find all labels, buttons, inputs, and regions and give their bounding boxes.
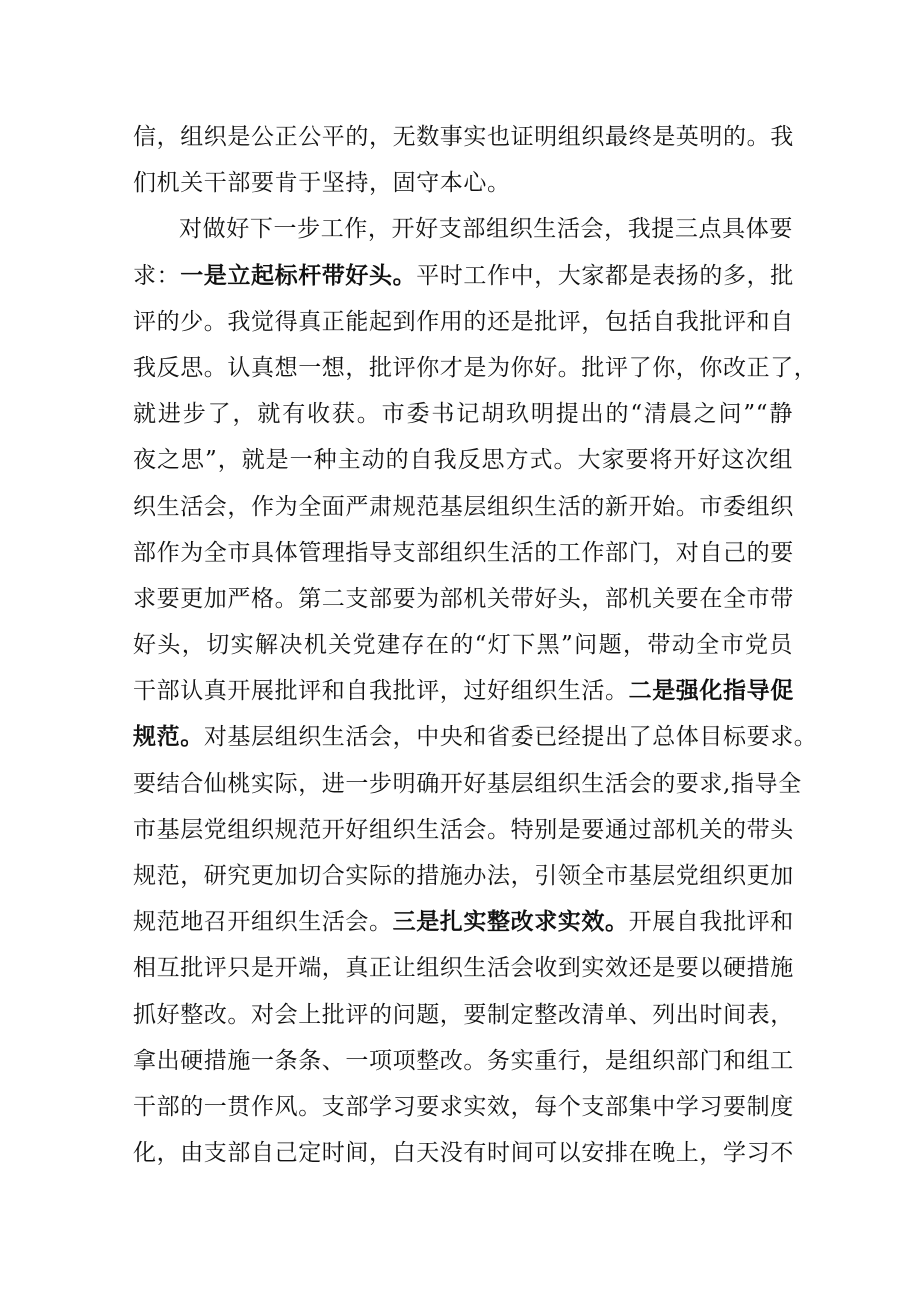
text-line <box>133 160 793 206</box>
text-run: 们机关干部要肯于坚持，固守本心。 <box>133 170 511 197</box>
text-line <box>133 1084 793 1130</box>
text-run: 拿出硬措施一条条、一项项整改。务实重行，是组织部门和组工 <box>133 1047 794 1074</box>
text-run: 平时工作中，大家都是表扬的多，批 <box>416 262 794 289</box>
text-line <box>133 807 793 853</box>
text-line <box>133 253 793 299</box>
text-run: 对基层组织生活会，中央和省委已经提出了总体目标要求。 <box>203 724 818 751</box>
text-line <box>133 530 793 576</box>
bold-heading-phrase: 规范。 <box>133 723 204 751</box>
text-run: 部作为全市具体管理指导支部组织生活的工作部门，对自己的要 <box>133 539 794 566</box>
text-run: 化，由支部自己定时间，白天没有时间可以安排在晚上，学习不 <box>133 1140 794 1167</box>
text-run: 干部认真开展批评和自我批评，过好组织生活。 <box>133 678 629 705</box>
text-run: 织生活会，作为全面严肃规范基层组织生活的新开始。市委组织 <box>133 493 794 520</box>
text-run: 要结合仙桃实际，进一步明确开好基层组织生活会的要求,指导全 <box>133 770 802 797</box>
text-line <box>133 668 793 714</box>
text-line <box>133 714 818 760</box>
text-run: 规范地召开组织生活会。 <box>133 909 393 936</box>
text-run: 干部的一贯作风。支部学习要求实效，每个支部集中学习要制度 <box>133 1093 794 1120</box>
text-run: 信，组织是公正公平的，无数事实也证明组织最终是英明的。我 <box>133 124 794 150</box>
bold-heading-phrase: 三是扎实整改求实效。 <box>392 908 629 936</box>
text-line <box>133 345 818 391</box>
text-line <box>133 206 793 252</box>
text-run: 评的少。我觉得真正能起到作用的还是批评，包括自我批评和自 <box>133 308 794 335</box>
text-line <box>133 622 793 668</box>
text-line <box>133 945 793 991</box>
bold-heading-phrase: 二是强化指导促 <box>628 677 794 705</box>
text-run: 我反思。认真想一想，批评你才是为你好。批评了你，你改正了， <box>133 354 818 381</box>
text-line <box>133 114 793 160</box>
text-line <box>133 992 793 1038</box>
text-line <box>133 1038 793 1084</box>
text-run: 求： <box>133 262 181 289</box>
text-run: 好头，切实解决机关党建存在的“灯下黑”问题，带动全市党员 <box>133 632 793 659</box>
text-run: 就进步了，就有收获。市委书记胡玖明提出的“清晨之问”“静 <box>133 401 793 428</box>
text-line <box>133 1130 793 1176</box>
text-run: 夜之思”，就是一种主动的自我反思方式。大家要将开好这次组 <box>133 447 793 474</box>
text-line <box>133 853 793 899</box>
text-line <box>133 761 802 807</box>
text-line <box>133 899 793 945</box>
text-run: 开展自我批评和 <box>628 909 794 936</box>
text-run: 抓好整改。对会上批评的问题，要制定整改清单、列出时间表， <box>133 1001 794 1028</box>
text-line <box>133 484 793 530</box>
text-run: 规范，研究更加切合实际的措施办法，引领全市基层党组织更加 <box>133 863 794 889</box>
text-run: 对做好下一步工作，开好支部组织生活会，我提三点具体要 <box>179 216 793 243</box>
text-line <box>133 437 793 483</box>
text-line <box>133 299 793 345</box>
text-line <box>133 391 793 437</box>
text-run: 求要更加严格。第二支部要为部机关带好头，部机关要在全市带 <box>133 585 794 612</box>
text-run: 相互批评只是开端，真正让组织生活会收到实效还是要以硬措施 <box>133 955 794 982</box>
body-text <box>133 114 818 1176</box>
text-run: 市基层党组织规范开好组织生活会。特别是要通过部机关的带头 <box>133 816 794 843</box>
text-line <box>133 576 793 622</box>
bold-heading-phrase: 一是立起标杆带好头。 <box>180 261 417 289</box>
